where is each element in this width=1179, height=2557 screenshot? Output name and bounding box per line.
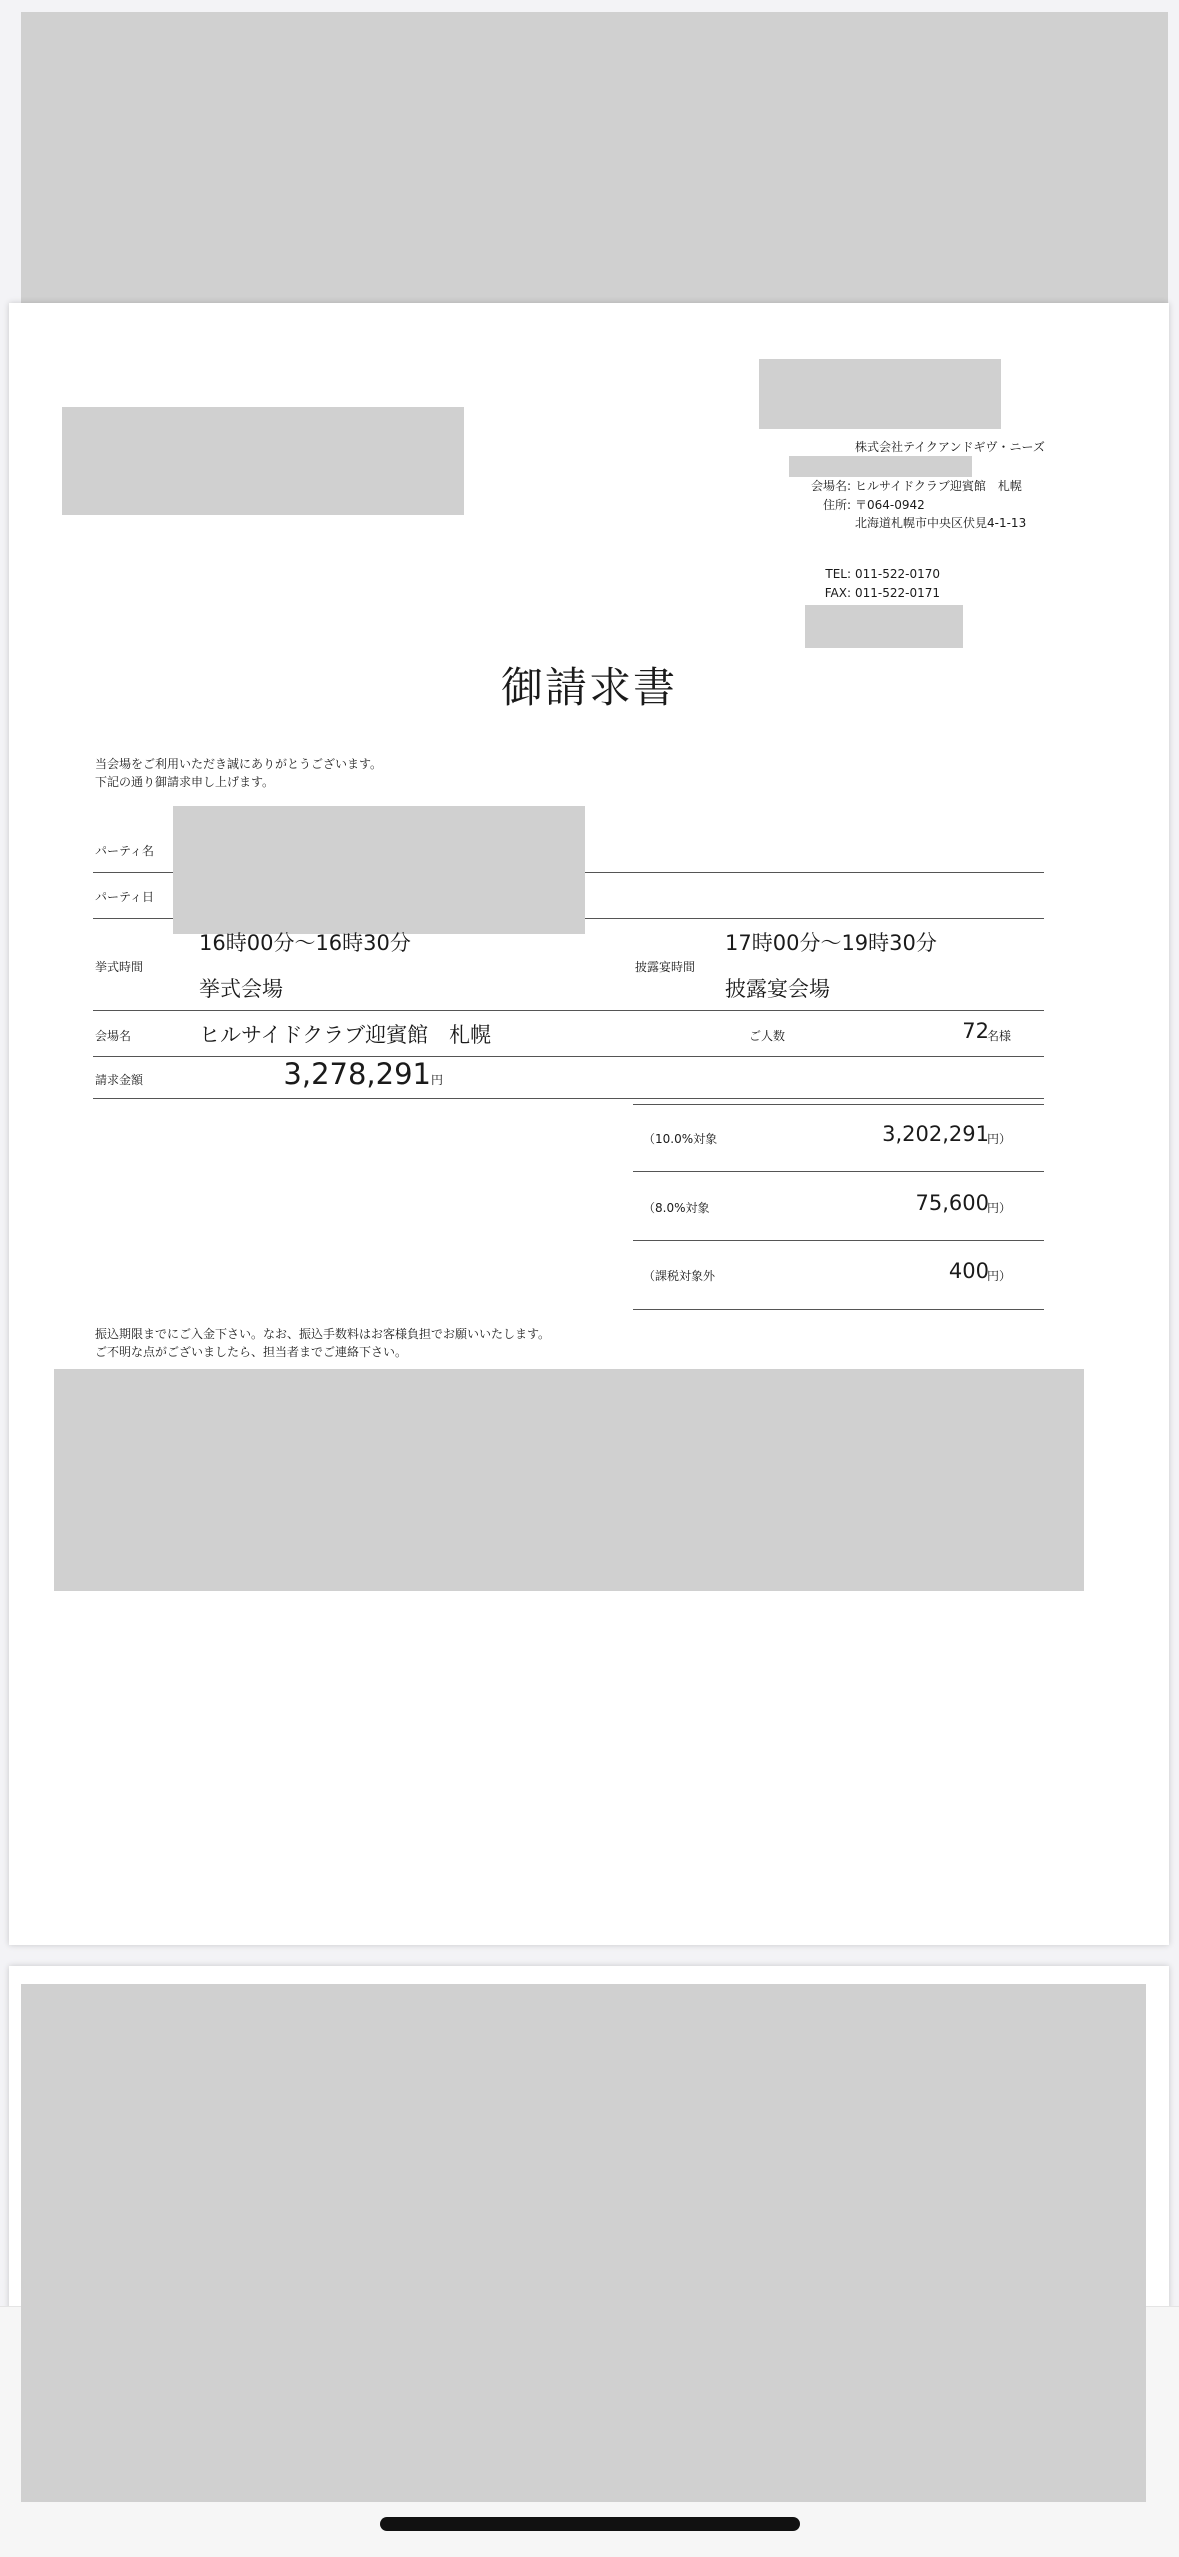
intro-line-2: 下記の通り御請求申し上げます。 <box>95 775 275 789</box>
ceremony-time-value: 16時00分～16時30分 <box>199 931 411 955</box>
redacted-bottom-section <box>54 1369 1084 1591</box>
address-postal: 〒064-0942 <box>855 498 925 512</box>
amount-label: 請求金額 <box>95 1073 144 1087</box>
home-indicator[interactable] <box>380 2517 800 2531</box>
tax-unit: 円） <box>987 1269 1012 1283</box>
ceremony-time-label: 挙式時間 <box>95 960 144 974</box>
note-line-2: ご不明な点がございましたら、担当者までご連絡下さい。 <box>95 1345 408 1359</box>
venue-name-label: 会場名 <box>95 1029 132 1043</box>
redacted-top-banner <box>21 12 1168 308</box>
tax-label: （10.0%対象 <box>643 1132 718 1146</box>
intro-line-1: 当会場をご利用いただき誠にありがとうございます。 <box>95 757 383 771</box>
tel-value: 011-522-0170 <box>855 567 941 581</box>
ceremony-rule <box>93 1010 1044 1011</box>
venue-label: 会場名: <box>810 479 851 493</box>
note-line-1: 振込期限までにご入金下さい。なお、振込手数料はお客様負担でお願いいたします。 <box>95 1327 551 1341</box>
party-date-label: パーティ日 <box>95 890 155 904</box>
tel-label: TEL: <box>825 567 851 581</box>
address-label: 住所: <box>822 498 851 512</box>
redacted-party-details <box>173 806 585 934</box>
tax-value: 400 <box>948 1259 989 1283</box>
tax-rule <box>633 1240 1044 1241</box>
venue-value: ヒルサイドクラブ迎賓館 札幌 <box>855 479 1022 493</box>
fax-value: 011-522-0171 <box>855 586 941 600</box>
tax-unit: 円） <box>987 1132 1012 1146</box>
invoice-page <box>9 303 1169 1945</box>
amount-rule <box>93 1098 1044 1099</box>
amount-value: 3,278,291 <box>283 1057 431 1091</box>
guests-label: ご人数 <box>749 1029 786 1043</box>
redacted-header-line <box>789 456 972 477</box>
tax-rule <box>633 1171 1044 1172</box>
reception-venue-value: 披露宴会場 <box>725 977 830 1001</box>
redacted-logo <box>759 359 1001 429</box>
party-name-label: パーティ名 <box>95 844 155 858</box>
redacted-second-page-overlay <box>21 1984 1146 2502</box>
tax-value: 75,600 <box>915 1191 989 1215</box>
fax-label: FAX: <box>824 586 851 600</box>
guests-unit: 名様 <box>987 1029 1012 1043</box>
tax-label: （8.0%対象 <box>643 1201 710 1215</box>
venue-name-value: ヒルサイドクラブ迎賓館 札幌 <box>199 1023 492 1047</box>
reception-time-value: 17時00分～19時30分 <box>725 931 937 955</box>
tax-label: （課税対象外 <box>643 1269 716 1283</box>
amount-unit: 円 <box>431 1073 444 1087</box>
guests-value: 72 <box>962 1019 989 1043</box>
invoice-title: 御請求書 <box>500 663 677 712</box>
address-line: 北海道札幌市中央区伏見4-1-13 <box>855 516 1027 530</box>
ceremony-venue-value: 挙式会場 <box>199 977 283 1001</box>
redacted-stamp <box>805 605 963 648</box>
tax-top-rule <box>633 1104 1044 1105</box>
reception-time-label: 披露宴時間 <box>635 960 696 974</box>
tax-rule <box>633 1309 1044 1310</box>
tax-value: 3,202,291 <box>882 1122 989 1146</box>
redacted-recipient <box>62 407 464 515</box>
tax-unit: 円） <box>987 1201 1012 1215</box>
company-name: 株式会社テイクアンドギヴ・ニーズ <box>855 440 1045 454</box>
